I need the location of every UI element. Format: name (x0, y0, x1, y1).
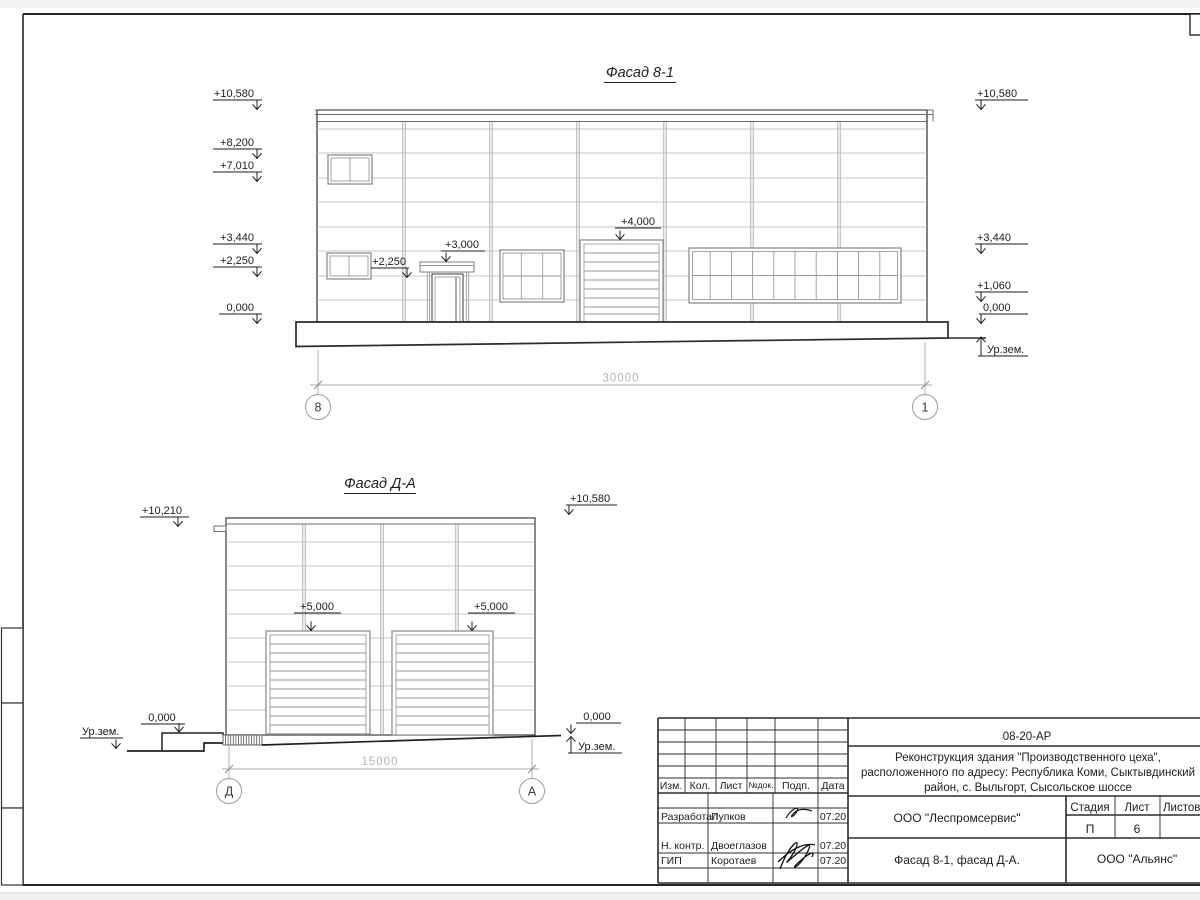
row-name: Коротаев (711, 855, 757, 867)
sheets-label: Листов (1163, 802, 1200, 814)
elevation-mark-label: +3,440 (977, 232, 1011, 244)
signature-rows (661, 808, 846, 869)
facade1-ground-level-mark (977, 337, 1029, 356)
facade1-title: Фасад 8-1 (606, 65, 674, 81)
door-canopy (420, 262, 474, 272)
elevation-mark-label: +3,440 (220, 232, 254, 244)
col-ndoc: №док. (748, 780, 774, 790)
elevation-mark-label: +2,250 (372, 256, 406, 268)
elevation-mark-label: +5,000 (300, 601, 334, 613)
elevation-mark-label: 0,000 (983, 302, 1011, 314)
facade1-marks-right (975, 88, 1028, 356)
grate-box (223, 735, 262, 745)
elevation-arrow-icon (253, 101, 262, 110)
row-role: ГИП (661, 855, 682, 867)
project-name-line1: Реконструкция здания "Производственного цеха", (895, 752, 1161, 764)
organization-name: ООО "Леспромсервис" (893, 811, 1021, 825)
elevation-mark-label: +10,210 (141, 505, 182, 517)
elevation-mark-label: +10,580 (570, 493, 611, 505)
facade2-ground (127, 733, 561, 751)
elevation-arrow-icon (567, 725, 576, 734)
row-date: 07.20 (819, 855, 847, 867)
col-izm: Изм. (659, 780, 683, 792)
dimension-label: 30000 (602, 372, 640, 385)
row-date: 07.20 (819, 811, 847, 823)
facade1-sectional-gate (580, 240, 663, 322)
facade2-ground-level-right (567, 737, 623, 754)
ground-level-label: Ур.зем. (82, 726, 120, 738)
title-block (658, 718, 1200, 883)
elevation-mark-label: +7,010 (220, 160, 254, 172)
entrance-platform (162, 733, 223, 751)
facade1-base-slab (296, 322, 948, 347)
elevation-mark-label: +3,000 (445, 239, 479, 251)
row-name: Двоеглазов (711, 840, 767, 852)
axis-label: 1 (921, 400, 929, 415)
ground-step-line (127, 743, 226, 751)
facade1-window-upper-left (328, 155, 372, 184)
elevation-arrow-icon (174, 518, 183, 527)
elevation-arrow-icon (977, 245, 986, 254)
elevation-arrow-icon (977, 101, 986, 110)
elevation-arrow-icon (977, 293, 986, 302)
elevation-arrow-icon (977, 315, 986, 324)
elevation-arrow-icon (253, 173, 262, 182)
signature-scribble (778, 843, 815, 869)
stage-value: П (1085, 822, 1095, 836)
side-stamp-box (2, 628, 24, 703)
row-name: Пупков (711, 811, 746, 823)
sheet-number: 6 (1133, 822, 1141, 836)
project-name-line2: расположенного по адресу: Республика Коми, Сыктывдинский (861, 767, 1196, 779)
frame-corner-box (1190, 14, 1200, 35)
axis-label: Д (224, 784, 234, 799)
side-stamp-box (2, 808, 24, 885)
side-stamp-box (2, 703, 24, 808)
sheet-title: Фасад 8-1, фасад Д-А. (894, 853, 1020, 867)
col-data: Дата (821, 780, 845, 792)
facade-d-a (80, 476, 622, 804)
elevation-mark-label: +10,580 (977, 88, 1018, 100)
row-role: Разработал (661, 811, 719, 823)
stage-label: Стадия (1070, 802, 1110, 814)
elevation-mark-label: 0,000 (148, 712, 176, 724)
col-podp: Подп. (782, 780, 810, 792)
gate-frame (392, 631, 493, 735)
axis-label: А (527, 784, 537, 799)
facade2-gate-2 (392, 631, 493, 735)
elevation-mark-label: 0,000 (226, 302, 254, 314)
facade2-ground-level-left (80, 726, 123, 749)
elevation-mark-label: +10,580 (213, 88, 254, 100)
facade2-gate-1 (266, 631, 370, 734)
dimension-label: 15000 (361, 756, 399, 768)
stage-section (1070, 802, 1200, 836)
ground-slope-line (262, 736, 561, 746)
gate-frame (580, 240, 663, 322)
facade1-window-lower-left (327, 253, 371, 279)
elevation-arrow-icon (253, 150, 262, 159)
revision-header (660, 780, 845, 792)
facade2-parapet-tab (214, 526, 226, 532)
facade1-ribbon-window (689, 248, 901, 303)
elevation-arrow-icon (253, 268, 262, 277)
row-date: 07.20 (819, 840, 847, 852)
elevation-mark-label: +5,000 (474, 601, 508, 613)
paper-edge-bottom (0, 893, 1200, 900)
signature-developer (786, 808, 812, 818)
elevation-arrow-icon (565, 506, 574, 515)
elevation-mark-label: +4,000 (621, 216, 655, 228)
paper-edge-top (0, 0, 1200, 8)
facade1-window-six-pane (500, 250, 564, 302)
ground-level-label: Ур.зем. (987, 344, 1025, 356)
facade2-dimension (217, 739, 545, 804)
doc-number: 08-20-АР (1002, 731, 1052, 743)
gate-frame (266, 631, 370, 734)
project-name-line3: район, с. Выльгорт, Сысольское шоссе (924, 782, 1132, 794)
col-kol: Кол. (689, 780, 711, 792)
elevation-mark-label: +2,250 (220, 255, 254, 267)
ground-level-label: Ур.зем. (578, 741, 616, 753)
elevation-arrow-icon (253, 245, 262, 254)
facade1-dimension (306, 342, 938, 420)
facade2-title: Фасад Д-А (344, 476, 416, 492)
elevation-arrow-icon (253, 315, 262, 324)
elevation-mark-label: +8,200 (220, 137, 254, 149)
facade-8-1 (213, 65, 1028, 420)
facade1-marks-left (213, 88, 262, 324)
sheet-label: Лист (1124, 802, 1150, 814)
elevation-mark-label: +1,060 (977, 280, 1011, 292)
facade2-building (127, 518, 561, 751)
col-list: Лист (719, 780, 743, 792)
axis-label: 8 (314, 400, 322, 415)
elevation-mark-label: 0,000 (583, 711, 611, 723)
door-frame (432, 274, 463, 322)
frame-side-stamp-boxes (2, 628, 24, 885)
row-role: Н. контр. (661, 840, 705, 852)
contractor-name: ООО "Альянс" (1096, 852, 1178, 866)
elevation-arrow-icon (112, 740, 121, 749)
